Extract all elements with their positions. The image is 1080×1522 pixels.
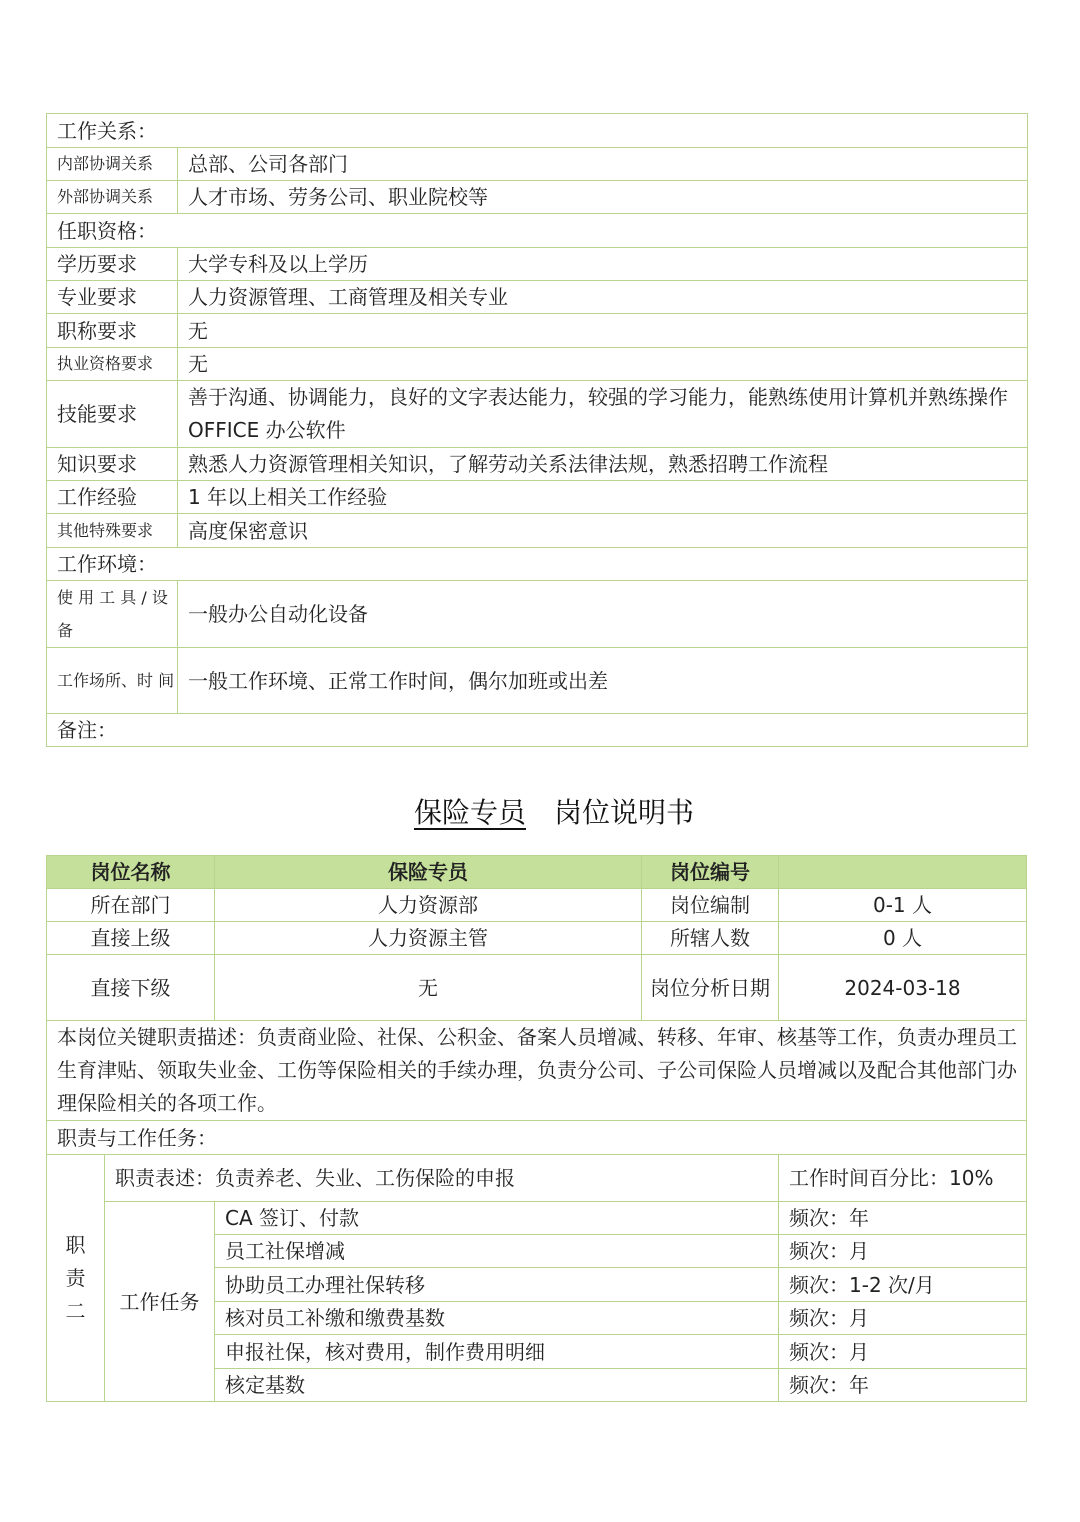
analysis-date-value: 2024-03-18 xyxy=(779,955,1027,1021)
task-name: 协助员工办理社保转移 xyxy=(215,1268,779,1302)
environment-title: 工作环境： xyxy=(47,548,1028,581)
duties-title: 职责与工作任务： xyxy=(47,1121,1027,1155)
subordinates-count-label: 所辖人数 xyxy=(642,922,779,955)
task-frequency: 频次：月 xyxy=(779,1335,1027,1369)
workplace-label: 工作场所、时 间 xyxy=(47,648,178,714)
subordinates-count-value: 0 人 xyxy=(779,922,1027,955)
department-label: 所在部门 xyxy=(47,889,215,922)
position-code-label: 岗位编号 xyxy=(642,856,779,889)
duty-statement: 职责表述：负责养老、失业、工伤保险的申报 xyxy=(105,1155,779,1202)
major-label: 专业要求 xyxy=(47,281,178,314)
document-title xyxy=(0,793,1080,833)
title-requirement-label: 职称要求 xyxy=(47,314,178,348)
duty-group-label xyxy=(47,1155,105,1402)
headcount-label: 岗位编制 xyxy=(642,889,779,922)
position-name-value: 保险专员 xyxy=(215,856,642,889)
headcount-value: 0-1 人 xyxy=(779,889,1027,922)
special-requirement-label: 其他特殊要求 xyxy=(47,514,178,548)
title-suffix: 岗位说明书 xyxy=(554,796,695,829)
duty-group-text: 职责二 xyxy=(65,1232,86,1323)
internal-relations-label: 内部协调关系 xyxy=(47,148,178,181)
time-percent: 工作时间百分比：10% xyxy=(779,1155,1027,1202)
title-requirement-value: 无 xyxy=(178,314,1028,348)
special-requirement-value: 高度保密意识 xyxy=(178,514,1028,548)
position-name-label: 岗位名称 xyxy=(47,856,215,889)
experience-value: 1 年以上相关工作经验 xyxy=(178,481,1028,514)
license-label: 执业资格要求 xyxy=(47,348,178,381)
license-value: 无 xyxy=(178,348,1028,381)
external-relations-label: 外部协调关系 xyxy=(47,181,178,214)
task-frequency: 频次：年 xyxy=(779,1202,1027,1235)
skill-value: 善于沟通、协调能力，良好的文字表达能力，较强的学习能力，能熟练使用计算机并熟练操作 OFFICE 办公软件 xyxy=(178,381,1028,448)
external-relations-value: 人才市场、劳务公司、职业院校等 xyxy=(178,181,1028,214)
task-frequency: 频次：月 xyxy=(779,1235,1027,1268)
major-value: 人力资源管理、工商管理及相关专业 xyxy=(178,281,1028,314)
remarks-title: 备注： xyxy=(47,714,1028,747)
education-label: 学历要求 xyxy=(47,248,178,281)
education-value: 大学专科及以上学历 xyxy=(178,248,1028,281)
task-name: 核对员工补缴和缴费基数 xyxy=(215,1302,779,1335)
tools-label: 使 用 工 具 / 设 备 xyxy=(47,581,178,648)
subordinate-label: 直接下级 xyxy=(47,955,215,1021)
task-name: CA 签订、付款 xyxy=(215,1202,779,1235)
key-duty-description: 本岗位关键职责描述：负责商业险、社保、公积金、备案人员增减、转移、年审、核基等工作，负责办理员工生育津贴、领取失业金、工伤等保险相关的手续办理，负责分公司、子公司保险人员增减以及配合其他部门办理保险相关的各项工作。 xyxy=(47,1021,1027,1121)
internal-relations-value: 总部、公司各部门 xyxy=(178,148,1028,181)
tools-value: 一般办公自动化设备 xyxy=(178,581,1028,648)
job-requirements-table xyxy=(46,113,1028,747)
workplace-value: 一般工作环境、正常工作时间，偶尔加班或出差 xyxy=(178,648,1028,714)
knowledge-label: 知识要求 xyxy=(47,448,178,481)
experience-label: 工作经验 xyxy=(47,481,178,514)
supervisor-value: 人力资源主管 xyxy=(215,922,642,955)
subordinate-value: 无 xyxy=(215,955,642,1021)
task-name: 申报社保，核对费用，制作费用明细 xyxy=(215,1335,779,1369)
knowledge-value: 熟悉人力资源管理相关知识，了解劳动关系法律法规，熟悉招聘工作流程 xyxy=(178,448,1028,481)
task-frequency: 频次：1-2 次/月 xyxy=(779,1268,1027,1302)
job-description-table xyxy=(46,855,1027,1402)
supervisor-label: 直接上级 xyxy=(47,922,215,955)
title-position-name: 保险专员 xyxy=(413,796,526,829)
position-code-value xyxy=(779,856,1027,889)
task-frequency: 频次：月 xyxy=(779,1302,1027,1335)
analysis-date-label: 岗位分析日期 xyxy=(642,955,779,1021)
task-frequency: 频次：年 xyxy=(779,1369,1027,1402)
skill-label: 技能要求 xyxy=(47,381,178,448)
department-value: 人力资源部 xyxy=(215,889,642,922)
task-label: 工作任务 xyxy=(105,1202,215,1402)
qualifications-title: 任职资格： xyxy=(47,214,1028,248)
task-name: 员工社保增减 xyxy=(215,1235,779,1268)
task-name: 核定基数 xyxy=(215,1369,779,1402)
work-relations-title: 工作关系： xyxy=(47,114,1028,148)
